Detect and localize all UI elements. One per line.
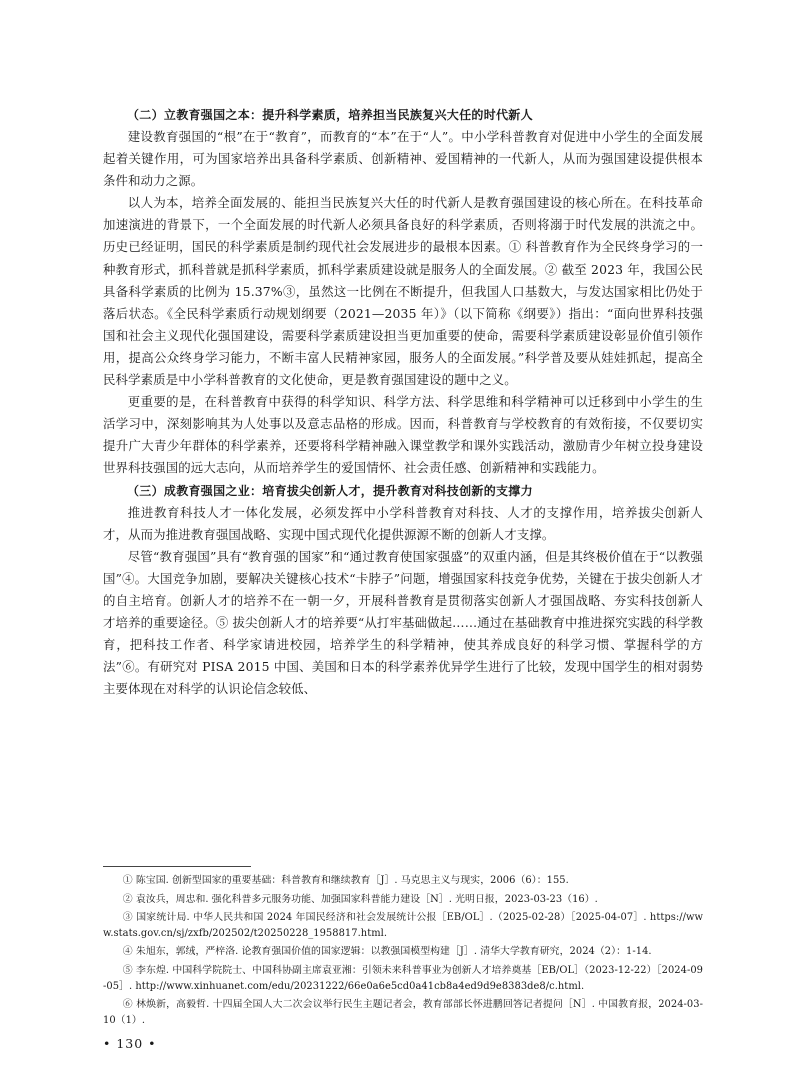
footnote: ② 袁汝兵，周忠和. 强化科普多元服务功能、加强国家科普能力建设［N］. 光明日报，2023-03-23（16）. — [122, 893, 598, 905]
main-text — [103, 104, 703, 700]
page-number: • 130 • — [103, 1036, 157, 1051]
paragraph: 尽管“教育强国”具有“教育强的国家”和“通过教育使国家强盛”的双重内涵，但是其终极价值在于“以教强国”④。大国竞争加剧，要解决关键核心技术“卡脖子”问题，增强国家科技竞争优势，关键在于拔尖创新人才的自主培育。创新人才的培养不在一朝一夕，开展科普教育是贯彻落实创新人才强国战略、夯实科技创新人才培养的重要途径。⑤ 拔尖创新人才的培养要“从打牢基础做起……通过在基础教育中推进探究实践的科学教育，把科技工作者、科学家请进校园，培养学生的科学精神，使其养成良好的科学习惯、掌握科学的方法”⑥。有研究对 PISA 2015 中国、美国和日本的科学素养优异学生进行了比较，发现中国学生的相对弱势主要体现在对科学的认识论信念较低、 — [103, 548, 703, 697]
paragraph: 建设教育强国的“根”在于“教育”，而教育的“本”在于“人”。中小学科普教育对促进中小学生的全面发展起着关键作用，可为国家培养出具备科学素质、创新精神、爱国精神的一代新人，从而为强国建设提供根本条件和动力之源。 — [103, 129, 703, 189]
section-heading-2: （二）立教育强国之本：提升科学素质，培养担当民族复兴大任的时代新人 — [127, 108, 533, 122]
footnote: ① 陈宝国. 创新型国家的重要基础：科普教育和继续教育［J］. 马克思主义与现实，2006（6）：155. — [122, 875, 569, 886]
footnote: ⑥ 林焕新，高毅哲. 十四届全国人大二次会议举行民生主题记者会，教育部部长怀进鹏回答记者提问［N］. 中国教育报，2024-03-10（1）. — [103, 999, 703, 1026]
footnote: ④ 朱旭东，郭绒，严梓洛. 论教育强国价值的国家逻辑：以教强国模型构建［J］. 清华大学教育研究，2024（2）：1-14. — [122, 946, 652, 958]
footnotes — [103, 873, 703, 1031]
footnote: ⑤ 李东煌. 中国科学院院士、中国科协副主席袁亚湘：引领未来科普事业为创新人才培养奠基［EB/OL］（2023-12-22）［2024-09-05］. http://www.xinhuanet.com/edu/20231222/66e0a6e5cd0a41cb8a4ed9d9e8383de8/c.html. — [103, 964, 703, 992]
paragraph: 以人为本，培养全面发展的、能担当民族复兴大任的时代新人是教育强国建设的核心所在。在科技革命加速演进的背景下，一个全面发展的时代新人必须具备良好的科学素质，否则将溺于时代发展的洪流之中。历史已经证明，国民的科学素质是制约现代社会发展进步的最根本因素。① 科普教育作为全民终身学习的一种教育形式，抓科普就是抓科学素质，抓科学素质建设就是服务人的全面发展。② 截至 2023 年，我国公民具备科学素质的比例为 15.37%③，虽然这一比例在不断提升，但我国人口基数大，与发达国家相比仍处于落后状态。《全民科学素质行动规划纲要（2021—2035 年）》（以下简称《纲要》）指出：“面向世界科技强国和社会主义现代化强国建设，需要科学素质建设担当更加重要的使命，需要科学素质建设彰显价值引领作用，提高公众终身学习能力，不断丰富人民精神家园，服务人的全面发展。”科学普及要从娃娃抓起，提高全民科学素质是中小学科普教育的文化使命，更是教育强国建设的题中之义。 — [103, 195, 703, 388]
footnote: ③ 国家统计局. 中华人民共和国 2024 年国民经济和社会发展统计公报［EB/OL］.（2025-02-28）［2025-04-07］. https://www.stats.gov.cn/sj/zxfb/202502/t20250228_1958817.html. — [103, 912, 703, 939]
section-heading-3: （三）成教育强国之业：培育拔尖创新人才，提升教育对科技创新的支撑力 — [127, 483, 533, 498]
footnote-divider — [103, 866, 251, 867]
paragraph: 推进教育科技人才一体化发展，必须发挥中小学科普教育对科技、人才的支撑作用，培养拔尖创新人才，从而为推进教育强国战略、实现中国式现代化提供源源不断的创新人才支撑。 — [103, 504, 703, 542]
paragraph: 更重要的是，在科普教育中获得的科学知识、科学方法、科学思维和科学精神可以迁移到中小学生的生活学习中，深刻影响其为人处事以及意志品格的形成。因而，科普教育与学校教育的有效衔接，不仅要切实提升广大青少年群体的科学素养，还要将科学精神融入课堂教学和课外实践活动，激励青少年树立投身建设世界科技强国的远大志向，从而培养学生的爱国情怀、社会责任感、创新精神和实践能力。 — [103, 394, 703, 476]
